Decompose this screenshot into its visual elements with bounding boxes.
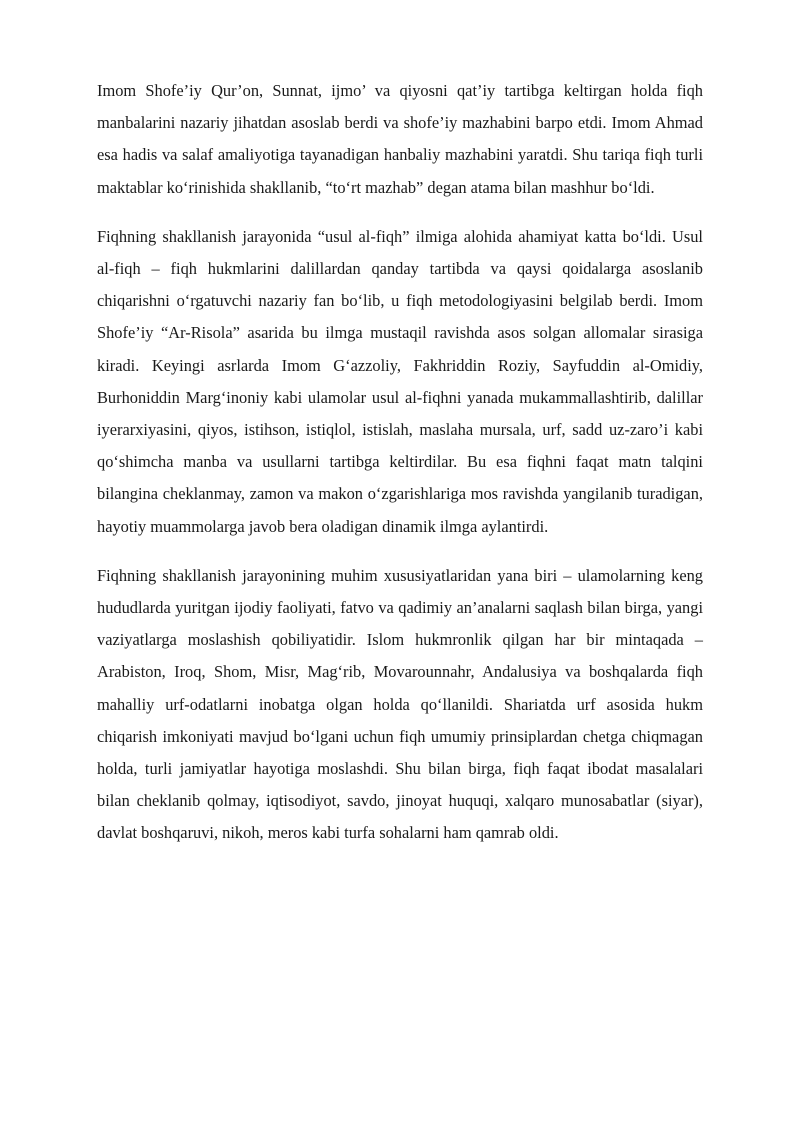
paragraph-2: Fiqhning shakllanish jarayonida “usul al-fiqh” ilmiga alohida ahamiyat katta bo‘ldi. Usul al-fiqh – fiqh hukmlarini dalillardan qanday tartibda va qaysi qoidalarga asoslanib chiqarishni o‘rgatuvchi nazariy fan bo‘lib, u fiqh metodologiyasini belgilab berdi. Imom Shofe’iy “Ar-Risola” asarida bu ilmga mustaqil ravishda asos solgan allomalar sirasiga kiradi. Keyingi asrlarda Imom G‘azzoliy, Fakhriddin Roziy, Sayfuddin al-Omidiy, Burhoniddin Marg‘inoniy kabi ulamolar usul al-fiqhni yanada mukammallashtirib, dalillar iyerarxiyasini, qiyos, istihson, istiqlol, istislah, maslaha mursala, urf, sadd uz-zaro’i kabi qo‘shimcha manba va usullarni tartibga keltirdilar. Bu esa fiqhni faqat matn talqini bilangina cheklanmay, zamon va makon o‘zgarishlariga mos ravishda yangilanib turadigan, hayotiy muammolarga javob bera oladigan dinamik ilmga aylantirdi. [97,226,703,536]
document-page [97,75,703,867]
paragraph-1: Imom Shofe’iy Qur’on, Sunnat, ijmo’ va qiyosni qat’iy tartibga keltirgan holda fiqh manbalarini nazariy jihatdan asoslab berdi va shofe’iy mazhabini barpo etdi. Imom Ahmad esa hadis va salaf amaliyotiga tayanadigan hanbaliy mazhabini yaratdi. Shu tariqa fiqh turli maktablar ko‘rinishida shakllanib, “to‘rt mazhab” degan atama bilan mashhur bo‘ldi. [97,81,703,197]
paragraph-3: Fiqhning shakllanish jarayonining muhim xususiyatlaridan yana biri – ulamolarning keng hududlarda yuritgan ijodiy faoliyati, fatvo va qadimiy an’analarni saqlash bilan birga, yangi vaziyatlarga moslashish qobiliyatidir. Islom hukmronlik qilgan har bir mintaqada – Arabiston, Iroq, Shom, Misr, Mag‘rib, Movarounnahr, Andalusiya va boshqalarda fiqh mahalliy urf-odatlarni inobatga olgan holda qo‘llanildi. Shariatda urf asosida hukm chiqarish imkoniyati mavjud bo‘lgani uchun fiqh umumiy prinsiplardan chetga chiqmagan holda, turli jamiyatlar hayotiga moslashdi. Shu bilan birga, fiqh faqat ibodat masalalari bilan cheklanib qolmay, iqtisodiyot, savdo, jinoyat huquqi, xalqaro munosabatlar (siyar), davlat boshqaruvi, nikoh, meros kabi turfa sohalarni ham qamrab oldi. [97,565,703,843]
